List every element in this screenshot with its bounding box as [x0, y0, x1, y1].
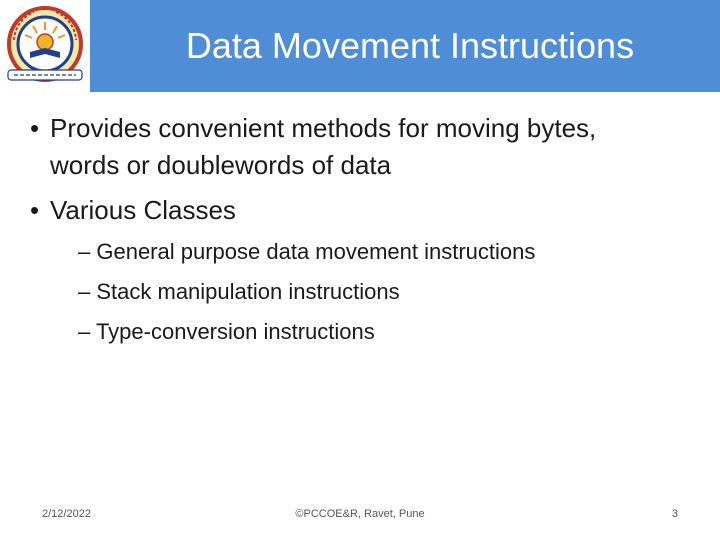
university-seal-icon: [0, 0, 90, 92]
bullet-dot-icon: •: [30, 195, 40, 225]
sub-bullet-text: Type-conversion instructions: [95, 319, 375, 344]
sub-bullet-text: General purpose data movement instructions: [96, 239, 536, 264]
dash-icon: –: [78, 319, 96, 344]
page-number: 3: [671, 508, 678, 520]
sub-bullet-text: Stack manipulation instructions: [96, 279, 400, 304]
footer-date: 2/12/2022: [42, 508, 91, 520]
bullet-text: Provides convenient methods for moving bytes, words or doublewords of data: [50, 113, 597, 180]
bullet-dot-icon: •: [30, 113, 40, 143]
bullet-text: Various Classes: [50, 195, 236, 225]
dash-icon: –: [78, 279, 97, 304]
slide-title: Data Movement Instructions: [185, 25, 635, 66]
sub-bullet-item: [78, 236, 688, 268]
bullet-item: [30, 192, 650, 229]
footer-copyright: ©PCCOE&R, Ravet, Pune: [295, 508, 425, 520]
sub-bullet-item: [78, 316, 688, 348]
dash-icon: –: [78, 239, 97, 264]
sub-bullet-item: [78, 276, 688, 308]
bullet-item: [30, 110, 650, 184]
